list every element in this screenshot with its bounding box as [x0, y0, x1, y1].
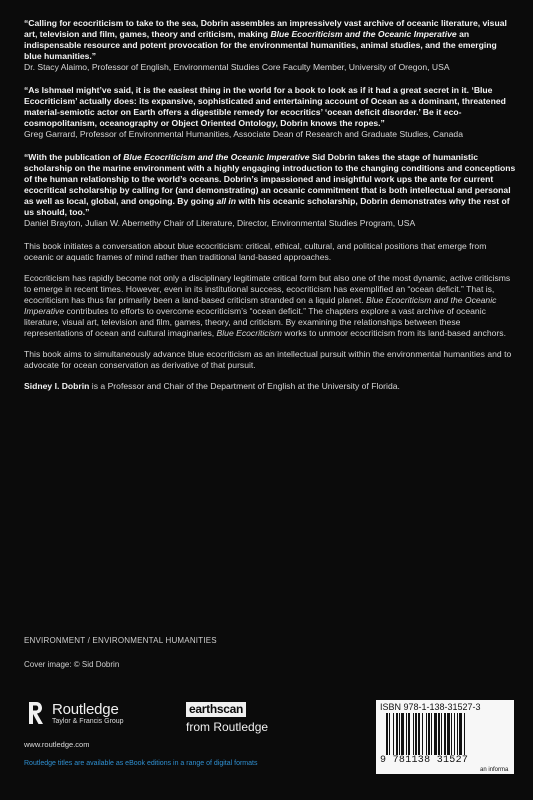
informa-text: an informa [480, 767, 509, 773]
endorsement-attribution: Daniel Brayton, Julian W. Abernethy Chair of Literature, Director, Environmental Studies Program, USA [24, 218, 416, 228]
endorsement-brayton [24, 152, 516, 229]
ebook-availability-note: Routledge titles are available as eBook editions in a range of digital formats [24, 760, 258, 767]
subject-category: ENVIRONMENT / ENVIRONMENTAL HUMANITIES [24, 636, 217, 645]
barcode-digits: 9 781138 31527 [380, 755, 469, 766]
description-paragraph-1: This book initiates a conversation about blue ecocriticism: critical, ethical, cultural, and political positions that emerge from oceanic or aquatic frames of mind rather than traditional land-based approaches. [24, 241, 487, 262]
isbn-barcode [376, 700, 514, 774]
endorsement-text: “With the publication of Blue Ecocriticism and the Oceanic Imperative Sid Dobrin takes the stage of humanistic scholarship on the marine environment with a highly engaging introduction to the changing conditions and conceptions of the human relationship to the world’s oceans. Dobrin’s impassioned and insightful work ups the ante for current ecocritical scholarship by calling for (and demonstrating) an oceanic commitment that is both intellectual and personal as well as local, global, and ongoing. By going all in with his oceanic scholarship, Dobrin demonstrates why the rest of us should, too.” [24, 152, 516, 217]
cover-image-credit: Cover image: © Sid Dobrin [24, 660, 120, 669]
author-bio: Sidney I. Dobrin is a Professor and Chair of the Department of English at the University of Florida. [24, 381, 400, 391]
earthscan-logo [186, 700, 268, 734]
publisher-url[interactable]: www.routledge.com [24, 740, 90, 749]
endorsement-attribution: Greg Garrard, Professor of Environmental Humanities, Associate Dean of Research and Graduate Studies, Canada [24, 129, 463, 139]
routledge-r-icon [24, 698, 46, 728]
publisher-group: Taylor & Francis Group [52, 717, 124, 725]
description-paragraph-2: Ecocriticism has rapidly become not only a disciplinary legitimate critical form but also one of the most dynamic, active criticisms to emerge in recent times. However, even in its institutional success, ecocriticism has exemplified an “ocean deficit.” That is, ecocriticism has thus far primarily been a land-based criticism stranded on a liquid planet. Blue Ecocriticism and the Oceanic Imperative contributes to efforts to overcome ecocriticism’s “ocean deficit.” The chapters explore a vast archive of oceanic literature, visual art, television and film, games, theory, and criticism. By examining the relationships between these representations of ocean and cultural imaginaries, Blue Ecocriticism works to unmoor ecocriticism from its land-based anchors. [24, 273, 511, 338]
earthscan-wordmark: earthscan [186, 702, 246, 717]
back-cover-text [24, 18, 516, 402]
earthscan-subtitle: from Routledge [186, 720, 269, 734]
publisher-name: Routledge [52, 700, 119, 718]
barcode-icon [386, 713, 504, 755]
description-paragraph-3: This book aims to simultaneously advance blue ecocriticism as an intellectual pursuit within the environmental humanities and to advocate for ocean conservation as derivative of that pursuit. [24, 349, 512, 370]
endorsement-alaimo [24, 18, 516, 73]
endorsement-attribution: Dr. Stacy Alaimo, Professor of English, Environmental Studies Core Faculty Member, University of Oregon, USA [24, 62, 450, 72]
author-name: Sidney I. Dobrin [24, 381, 90, 391]
routledge-logo [24, 698, 124, 728]
endorsement-text: “As Ishmael might’ve said, it is the easiest thing in the world for a book to look as if it had a great secret in it. ‘Blue Ecocriticism’ actually does: its expansive, sophisticated and entertaining account of Ocean as a dominant, threatened material-semiotic actor on Earth offers a digestible remedy for ecocritics’ ‘ocean deficit disorder.’ Be it eco-cosmopolitanism, oceanography or Object Oriented Ontology, Dobrin knows the ropes.” [24, 85, 506, 128]
endorsement-text: “Calling for ecocriticism to take to the sea, Dobrin assembles an impressively vast archive of oceanic literature, visual art, television and film, games, theory and criticism, making Blue Ecocriticism and the Oceanic Imperative an indispensable resource and potent provocation for the environmental humanities, animal studies, and the emerging blue humanities.” [24, 18, 507, 61]
endorsement-garrard [24, 85, 516, 140]
isbn-text: ISBN 978-1-138-31527-3 [380, 702, 481, 712]
